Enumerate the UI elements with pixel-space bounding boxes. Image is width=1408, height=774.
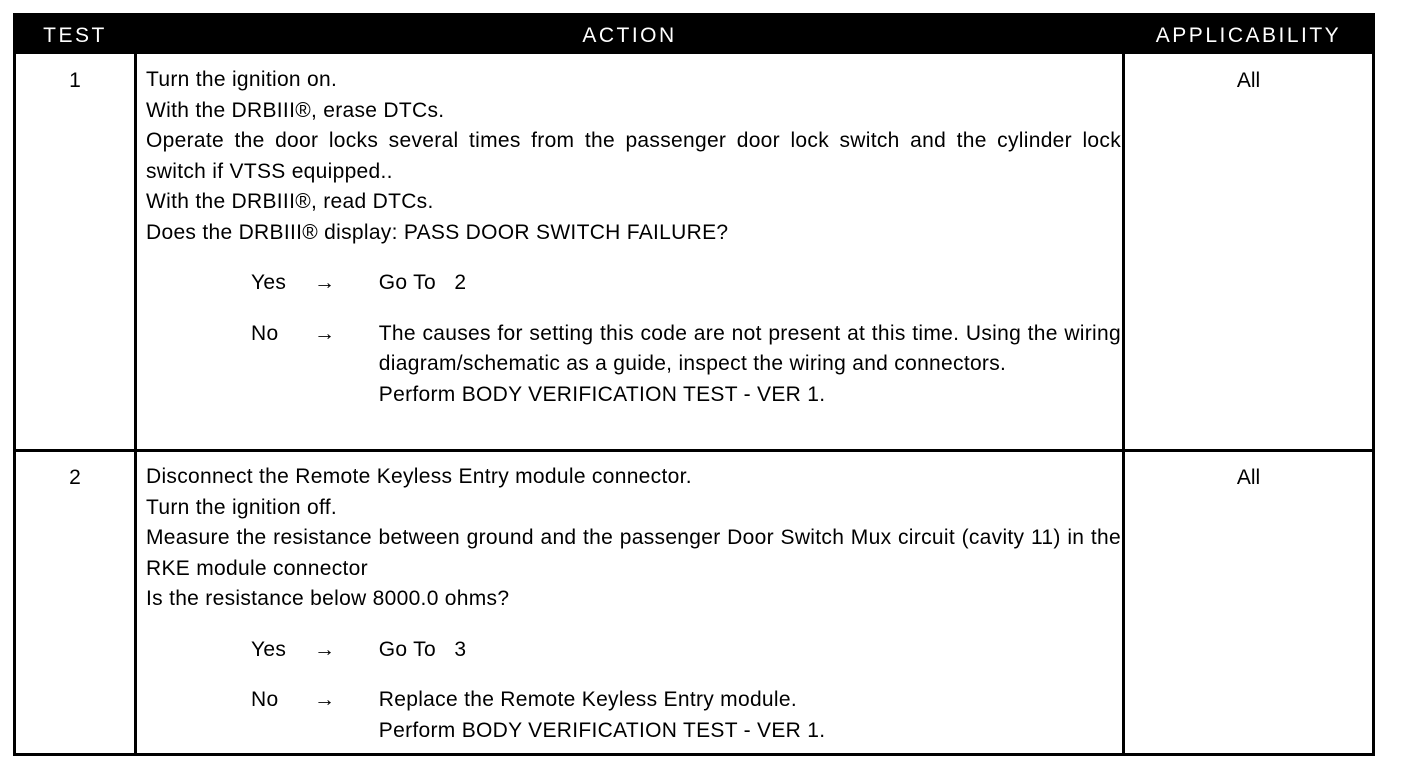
action-line: Measure the resistance between ground and the passenger Door Switch Mux circuit (cavity 11) in the RKE module connector (146, 526, 1121, 580)
no-label: No (251, 688, 279, 711)
action-line: Turn the ignition off. (146, 495, 338, 519)
header-applicability: APPLICABILITY (1155, 24, 1342, 47)
action-line: Does the DRBIII® display: PASS DOOR SWITCH FAILURE? (146, 220, 729, 244)
yes-label: Yes (251, 271, 287, 294)
arrow-icon: → (314, 637, 336, 661)
action-line: With the DRBIII®, erase DTCs. (146, 98, 445, 122)
header-action: ACTION (582, 24, 677, 47)
no-result: The causes for setting this code are not present at this time. Using the wiring diagram/schematic as a guide, inspect the wiring and connectors. (378, 321, 1121, 375)
arrow-icon: → (314, 688, 336, 711)
column-divider (1122, 54, 1125, 753)
test-number: 2 (69, 466, 81, 489)
action-cell (146, 462, 1121, 746)
diagnostic-table (13, 13, 1375, 756)
yes-answer (146, 268, 1121, 299)
no-answer (146, 319, 1121, 411)
yes-answer (146, 635, 1121, 666)
column-divider (134, 54, 137, 753)
header-test: TEST (43, 24, 107, 47)
row-divider (16, 449, 1372, 452)
arrow-icon: → (314, 271, 336, 294)
action-line: Is the resistance below 8000.0 ohms? (146, 587, 510, 610)
no-label: No (251, 321, 279, 345)
action-line: Disconnect the Remote Keyless Entry module connector. (146, 465, 692, 488)
action-line: Turn the ignition on. (146, 68, 338, 91)
no-result-action: Perform BODY VERIFICATION TEST - VER 1. (378, 382, 826, 406)
applicability-value: All (1236, 69, 1261, 92)
action-line: Operate the door locks several times from the passenger door lock switch and the cylinder lock switch if VTSS equipped.. (146, 129, 1121, 183)
table-header (16, 16, 1372, 54)
test-number: 1 (69, 69, 81, 92)
action-cell (146, 65, 1121, 410)
applicability-value: All (1236, 466, 1261, 489)
action-line: With the DRBIII®, read DTCs. (146, 190, 434, 213)
yes-result: Go To 3 (378, 637, 467, 661)
no-answer (146, 685, 1121, 746)
no-result: Replace the Remote Keyless Entry module. (378, 688, 797, 711)
arrow-icon: → (314, 321, 336, 345)
no-result-action: Perform BODY VERIFICATION TEST - VER 1. (378, 718, 826, 742)
yes-result: Go To 2 (378, 271, 467, 294)
yes-label: Yes (251, 637, 287, 661)
